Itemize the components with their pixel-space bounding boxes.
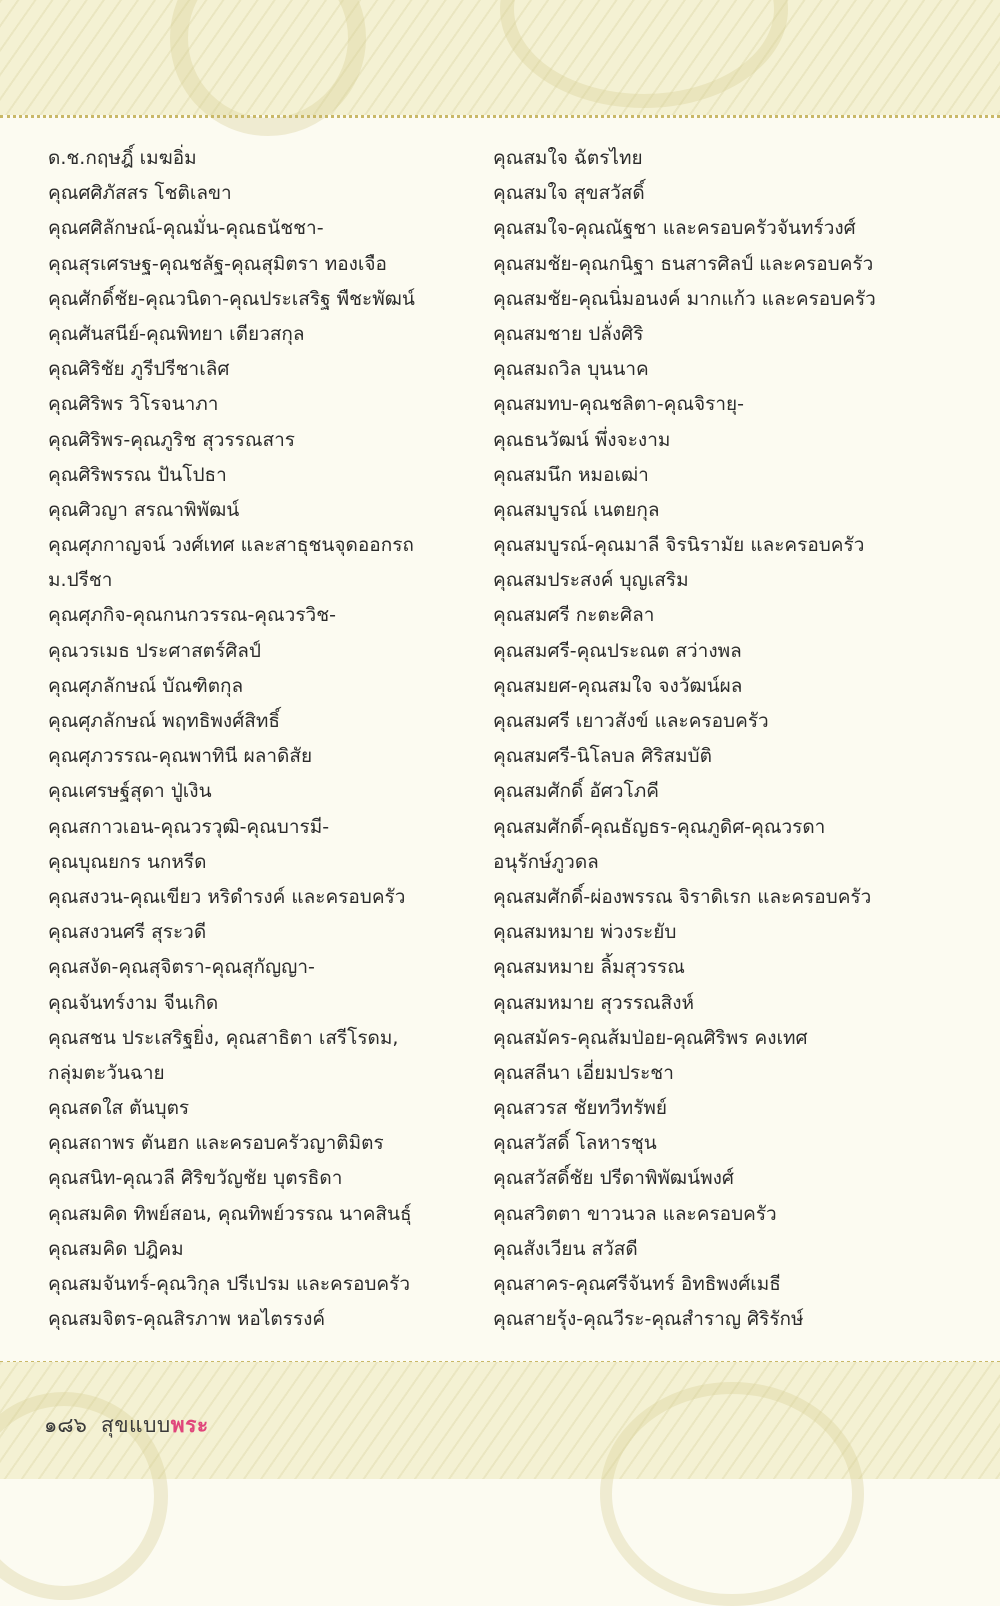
donor-list-item: คุณศิวญา สรณาพิพัฒน์ <box>48 498 240 521</box>
donor-list-item: คุณศศิภัสสร โชติเลขา <box>48 182 232 205</box>
donor-list-item: คุณศุภกาญจน์ วงศ์เทศ และสาธุชนจุดออกรถ <box>48 534 414 557</box>
donor-list-item: คุณสงวนศรี สุระวดี <box>48 921 207 944</box>
donor-list-item: คุณศักดิ์ชัย-คุณวนิดา-คุณประเสริฐ พืชะพัฒน์ <box>48 287 415 310</box>
donor-list-item: คุณสมบูรณ์-คุณมาลี จิรนิรามัย และครอบครัว <box>493 534 865 557</box>
donor-list-item: คุณสมศักดิ์-คุณธัญธร-คุณภูดิศ-คุณวรดา <box>493 815 826 838</box>
donor-list-item: คุณสมยศ-คุณสมใจ จงวัฒน์ผล <box>493 674 743 697</box>
donor-list-item: คุณสมนึก หมอเฒ่า <box>493 463 649 486</box>
donor-list-item: อนุรักษ์ภูวดล <box>493 850 599 873</box>
donor-list-item: คุณสมศักดิ์ อัศวโภคี <box>493 780 659 803</box>
donor-list-item: คุณธนวัฒน์ พึ่งจะงาม <box>493 428 671 451</box>
ornament-swirl <box>500 0 788 108</box>
page-number: ๑๘๖ <box>44 1412 87 1437</box>
book-title <box>101 1409 209 1442</box>
donor-list-item: คุณสวัสดิ์ชัย ปรีดาพิพัฒน์พงศ์ <box>493 1167 734 1190</box>
donor-list-left-column <box>48 141 478 1337</box>
donor-list-item: คุณสมถวิล บุนนาค <box>493 358 649 381</box>
donor-list-item: คุณสงวน-คุณเขียว หริดำรงค์ และครอบครัว <box>48 885 406 908</box>
header-ornament-band <box>0 0 1000 115</box>
donor-list-item: คุณสมชัย-คุณนิ่มอนงค์ มากแก้ว และครอบครัว <box>493 287 876 310</box>
donor-list-item: คุณสมใจ สุขสวัสดิ์ <box>493 182 645 205</box>
donor-list-item: คุณสลีนา เอี่ยมประชา <box>493 1061 674 1084</box>
donor-list-item: คุณสายรุ้ง-คุณวีระ-คุณสำราญ ศิริรักษ์ <box>493 1308 804 1331</box>
donor-list-item: คุณสชน ประเสริฐยิ่ง, คุณสาธิตา เสรีโรดม, <box>48 1026 399 1049</box>
donor-list-item: คุณเศรษฐ์สุดา ปู่เงิน <box>48 780 212 803</box>
donor-list-item: ม.ปรีชา <box>48 569 113 592</box>
donor-list-item: คุณสมศรี เยาวสังข์ และครอบครัว <box>493 710 769 732</box>
donor-list-item: ด.ช.กฤษฎิ์ เมฆอิ่ม <box>48 147 197 169</box>
donor-list-right-column <box>493 141 973 1337</box>
top-dotted-rule <box>0 115 1000 118</box>
donor-list-item: คุณสดใส ตันบุตร <box>48 1097 190 1120</box>
donor-list-item: คุณศิริพร วิโรจนาภา <box>48 393 219 416</box>
donor-list-item: คุณสมใจ ฉัตรไทย <box>493 147 643 169</box>
donor-list-item: คุณสุรเศรษฐ-คุณชลัฐ-คุณสุมิตรา ทองเจือ <box>48 252 387 275</box>
donor-list-item: คุณสมศรี กะตะศิลา <box>493 604 655 627</box>
donor-list-item: คุณศุภกิจ-คุณกนกวรรณ-คุณวรวิช- <box>48 604 336 627</box>
donor-list-item: คุณสถาพร ตันฮก และครอบครัวญาติมิตร <box>48 1132 384 1155</box>
donor-list-item: คุณสมบูรณ์ เนตยกุล <box>493 498 660 521</box>
donor-list-item: คุณสมคิด ปฎิคม <box>48 1237 184 1260</box>
donor-list-item: คุณศศิลักษณ์-คุณมั่น-คุณธนัชชา- <box>48 217 324 240</box>
ornament-swirl <box>600 1382 864 1606</box>
book-title-accent: พระ <box>170 1412 209 1437</box>
donor-list-item: คุณสมศรี-นิโลบล ศิริสมบัติ <box>493 745 712 768</box>
donor-list-item: คุณสวิตตา ขาวนวล และครอบครัว <box>493 1202 777 1225</box>
donor-list-item: คุณสมัคร-คุณส้มป่อย-คุณศิริพร คงเทศ <box>493 1026 808 1049</box>
donor-list-item: คุณสนิท-คุณวลี ศิริขวัญชัย บุตรธิดา <box>48 1167 343 1190</box>
donor-list-item: คุณสมหมาย พ่วงระยับ <box>493 921 677 944</box>
donor-list-item: คุณสงัด-คุณสุจิตรา-คุณสุกัญญา- <box>48 956 315 979</box>
donor-list-item: คุณสมประสงค์ บุญเสริม <box>493 569 689 592</box>
donor-list-item: คุณสมจันทร์-คุณวิกุล ปรีเปรม และครอบครัว <box>48 1273 411 1295</box>
donor-list-item: คุณสาคร-คุณศรีจันทร์ อิทธิพงศ์เมธี <box>493 1273 781 1295</box>
donor-list-item: คุณสมจิตร-คุณสิรภาพ หอไตรรงค์ <box>48 1308 326 1331</box>
donor-list-item: คุณศุภลักษณ์ บัณฑิตกุล <box>48 674 244 697</box>
page-footer <box>44 1405 209 1445</box>
donor-list-item: คุณศันสนีย์-คุณพิทยา เตียวสกุล <box>48 322 305 345</box>
donor-list-item: คุณจันทร์งาม จีนเกิด <box>48 991 219 1014</box>
donor-list-item: คุณสกาวเอน-คุณวรวุฒิ-คุณบารมี- <box>48 815 330 838</box>
donor-list-item: คุณสมใจ-คุณณัฐชา และครอบครัวจันทร์วงศ์ <box>493 217 856 240</box>
donor-list-item: คุณศุภวรรณ-คุณพาทินี ผลาดิสัย <box>48 745 313 768</box>
donor-list-item: คุณบุณยกร นกหรีด <box>48 850 207 873</box>
donor-list-item: คุณสมหมาย ลิ้มสุวรรณ <box>493 956 685 979</box>
donor-list-item: คุณศิริชัย ภูรีปรีชาเลิศ <box>48 358 230 381</box>
donor-list-item: คุณวรเมธ ประศาสตร์ศิลป์ <box>48 639 261 662</box>
book-title-main: สุขแบบ <box>100 1412 171 1437</box>
donor-list-item: คุณสังเวียน สวัสดี <box>493 1237 638 1260</box>
donor-list-item: คุณสวรส ชัยทวีทรัพย์ <box>493 1097 668 1120</box>
donor-list-item: คุณสมชัย-คุณกนิฐา ธนสารศิลป์ และครอบครัว <box>493 252 874 275</box>
donor-list-item: กลุ่มตะวันฉาย <box>48 1061 165 1084</box>
donor-list-item: คุณศิริพร-คุณภูริช สุวรรณสาร <box>48 428 295 451</box>
donor-list-item: คุณสมศักดิ์-ผ่องพรรณ จิราดิเรก และครอบครัว <box>493 885 872 908</box>
donor-list-item: คุณสมทบ-คุณชลิตา-คุณจิรายุ- <box>493 393 744 416</box>
donor-list-item: คุณสมคิด ทิพย์สอน, คุณทิพย์วรรณ นาคสินธุ์ <box>48 1202 412 1225</box>
donor-list-item: คุณศุภลักษณ์ พฤทธิพงศ์สิทธิ์ <box>48 710 280 732</box>
donor-list-item: คุณสมหมาย สุวรรณสิงห์ <box>493 991 695 1014</box>
donor-list-item: คุณสมชาย ปลั่งศิริ <box>493 322 644 345</box>
donor-list-item: คุณศิริพรรณ ปันโปธา <box>48 463 227 486</box>
donor-list-item: คุณสวัสดิ์ โลหารชุน <box>493 1132 657 1155</box>
donor-list-item: คุณสมศรี-คุณประณต สว่างพล <box>493 639 742 662</box>
